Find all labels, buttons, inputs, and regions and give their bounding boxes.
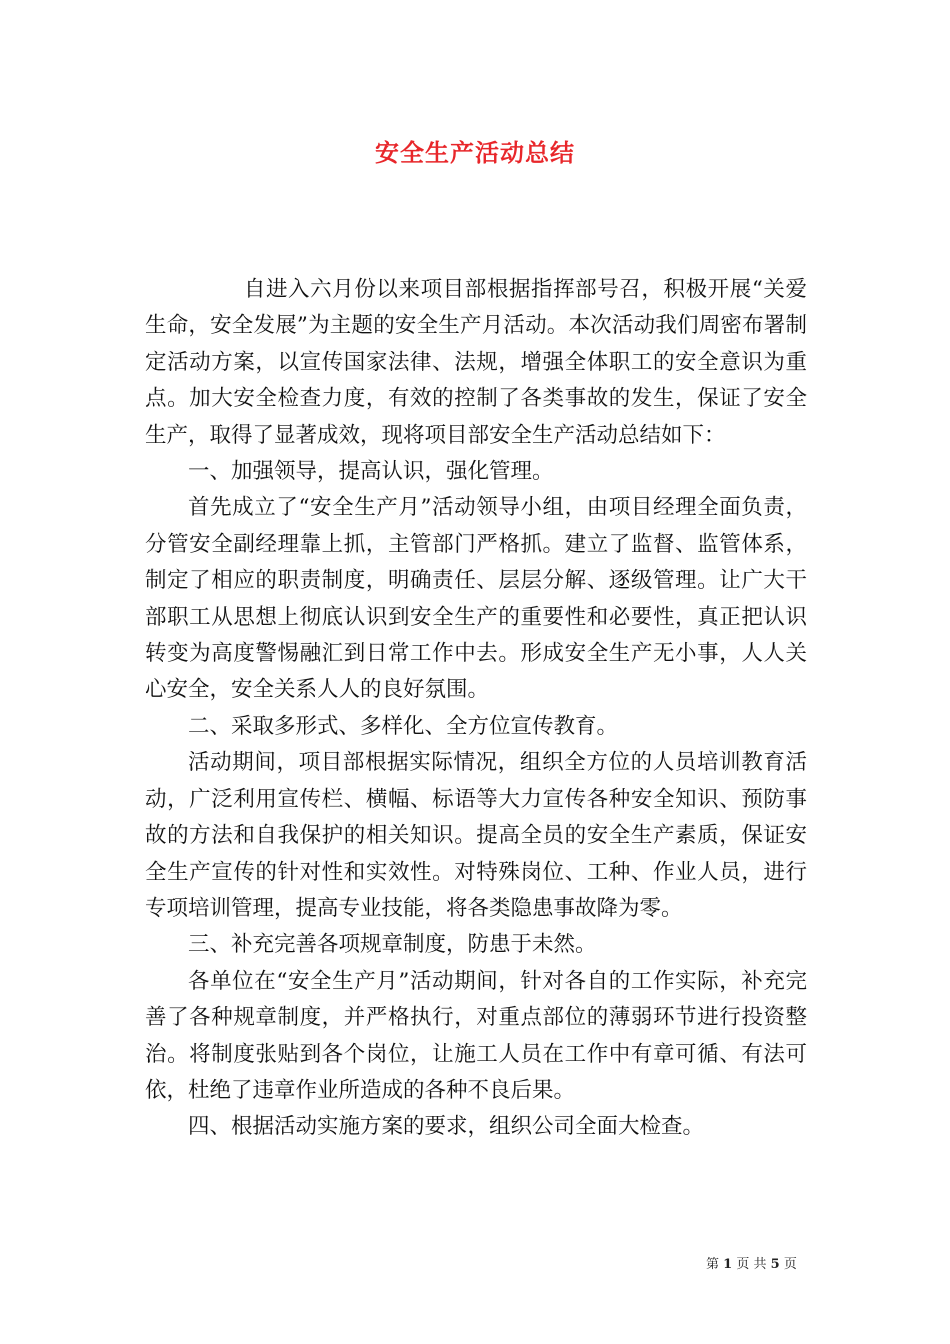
paragraph-intro: 自进入六月份以来项目部根据指挥部号召，积极开展“关爱生命，安全发展”为主题的安全生产月活动。本次活动我们周密布署制定活动方案，以宣传国家法律、法规，增强全体职工的安全意识为重点。加大安全检查力度，有效的控制了各类事故的发生，保证了安全生产，取得了显著成效，现将项目部安全生产活动总结如下：: [145, 277, 807, 448]
section-heading-4: 四、根据活动实施方案的要求，组织公司全面大检查。: [188, 1114, 705, 1140]
paragraph-section-1: 首先成立了“安全生产月”活动领导小组，由项目经理全面负责，分管安全副经理靠上抓，主管部门严格抓。建立了监督、监管体系，制定了相应的职责制度，明确责任、层层分解、逐级管理。让广大干部职工从思想上彻底认识到安全生产的重要性和必要性，真正把认识转变为高度警惕融汇到日常工作中去。形成安全生产无小事，人人关心安全，安全关系人人的良好氛围。: [145, 495, 807, 703]
footer-prefix: 第: [706, 1257, 720, 1272]
section-heading-1: 一、加强领导，提高认识，强化管理。: [188, 459, 554, 485]
document-title: 安全生产活动总结: [375, 138, 575, 167]
paragraph-section-2: 活动期间，项目部根据实际情况，组织全方位的人员培训教育活动，广泛利用宣传栏、横幅、标语等大力宣传各种安全知识、预防事故的方法和自我保护的相关知识。提高全员的安全生产素质，保证安全生产宣传的针对性和实效性。对特殊岗位、工种、作业人员，进行专项培训管理，提高专业技能，将各类隐患事故降为零。: [145, 750, 807, 921]
section-heading-3: 三、补充完善各项规章制度，防患于未然。: [188, 932, 597, 958]
document-body: [145, 272, 807, 1146]
current-page-number: 1: [723, 1257, 733, 1272]
section-heading-2: 二、采取多形式、多样化、全方位宣传教育。: [188, 713, 619, 739]
total-page-count: 5: [770, 1257, 780, 1272]
footer-middle: 页 共: [736, 1257, 767, 1272]
page-number-footer: [706, 1253, 816, 1272]
paragraph-section-3: 各单位在“安全生产月”活动期间，针对各自的工作实际，补充完善了各种规章制度，并严格执行，对重点部位的薄弱环节进行投资整治。将制度张贴到各个岗位，让施工人员在工作中有章可循、有法可依，杜绝了违章作业所造成的各种不良后果。: [145, 968, 807, 1103]
footer-suffix: 页: [783, 1257, 797, 1272]
